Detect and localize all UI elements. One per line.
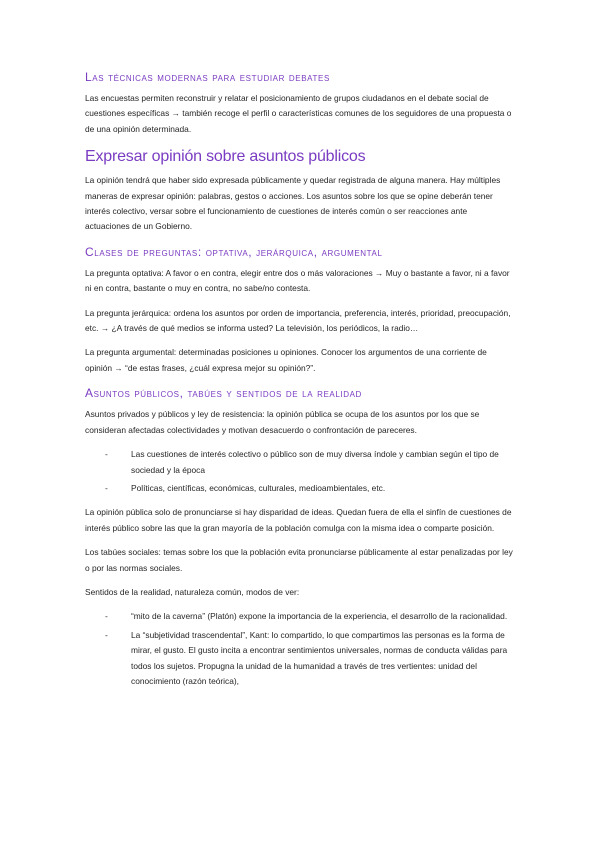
list-bullet: - xyxy=(105,482,108,493)
section-heading-expresar-opinion: Expresar opinión sobre asuntos públicos xyxy=(85,148,366,166)
paragraph-disparidad-ideas: La opinión pública solo de pronunciarse si hay disparidad de ideas. Quedan fuera de ella el sinfín de cuestiones de interés público sobre las que la gran mayoría de la población comulga con la misma idea o comparte posición. xyxy=(85,507,512,533)
list-item xyxy=(85,628,514,690)
list-bullet: - xyxy=(105,629,108,640)
list-item-text: “mito de la caverna” (Platón) expone la importancia de la experiencia, el desarrollo de la racionalidad. xyxy=(131,611,508,622)
paragraph-encuestas: Las encuestas permiten reconstruir y relatar el posicionamiento de grupos ciudadanos en el debate social de cuestiones específicas → también recoge el perfil o características comunes de los seguidores de una propuesta o de una opinión determinada. xyxy=(85,93,512,134)
paragraph-pregunta-jerarquica: La pregunta jerárquica: ordena los asuntos por orden de importancia, preferencia, interés, prioridad, preocupación, etc. → ¿A través de qué medios se informa usted? La televisión, los periódicos, la radio… xyxy=(85,307,511,334)
paragraph-opinion-expresada: La opinión tendrá que haber sido expresada públicamente y quedar registrada de alguna manera. Hay múltiples maneras de expresar opinión: palabras, gestos o acciones. Los asuntos sobre los que se opine deberán tener interés colectivo, versar sobre el funcionamiento de cuestiones de interés común o ser reacciones ante actuaciones de un Gobierno. xyxy=(85,175,501,232)
section-heading-tecnicas: Las técnicas modernas para estudiar debates xyxy=(85,70,330,84)
list-bullet: - xyxy=(105,449,108,460)
paragraph-pregunta-argumental: La pregunta argumental: determinadas posiciones u opiniones. Conocer los argumentos de una corriente de opinión → “de estas frases, ¿cuál expresa mejor su opinión?”. xyxy=(85,347,487,373)
paragraph-tabues-sociales: Los tabúes sociales: temas sobre los que la población evita pronunciarse públicamente al estar penalizadas por ley o por las normas sociales. xyxy=(85,547,513,573)
paragraph-sentidos-realidad: Sentidos de la realidad, naturaleza común, modos de ver: xyxy=(85,586,300,597)
list-sentidos-realidad xyxy=(85,609,514,689)
list-item xyxy=(85,481,514,496)
list-item xyxy=(85,609,514,624)
list-item-text: Políticas, científicas, económicas, culturales, medioambientales, etc. xyxy=(131,482,386,493)
section-heading-clases-preguntas: Clases de preguntas: optativa, jerárquica, argumental xyxy=(85,244,383,259)
paragraph-asuntos-privados: Asuntos privados y públicos y ley de resistencia: la opinión pública se ocupa de los asuntos por los que se consideran afectadas colectividades y motivan desacuerdo o confrontación de pareceres. xyxy=(85,409,480,435)
list-item-text: Las cuestiones de interés colectivo o público son de muy diversa índole y cambian según el tipo de sociedad y la época xyxy=(131,449,499,475)
paragraph-pregunta-optativa: La pregunta optativa: A favor o en contra, elegir entre dos o más valoraciones → Muy o bastante a favor, ni a favor ni en contra, bastante o muy en contra, no sabe/no contesta. xyxy=(85,267,510,294)
list-cuestiones-interes xyxy=(85,447,514,496)
list-item-text: La “subjetividad trascendental”, Kant: lo compartido, lo que compartimos las personas es la forma de mirar, el gusto. El gusto incita a encontrar sentimientos universales, normas de conducta válidas para todos los sujetos. Propugna la unidad de la humanidad a través de tres vertientes: unidad del conocimiento (razón teórica), xyxy=(131,629,508,686)
section-heading-asuntos-publicos: Asuntos públicos, tabúes y sentidos de la realidad xyxy=(85,386,362,401)
list-bullet: - xyxy=(105,611,108,622)
list-item xyxy=(85,447,514,478)
